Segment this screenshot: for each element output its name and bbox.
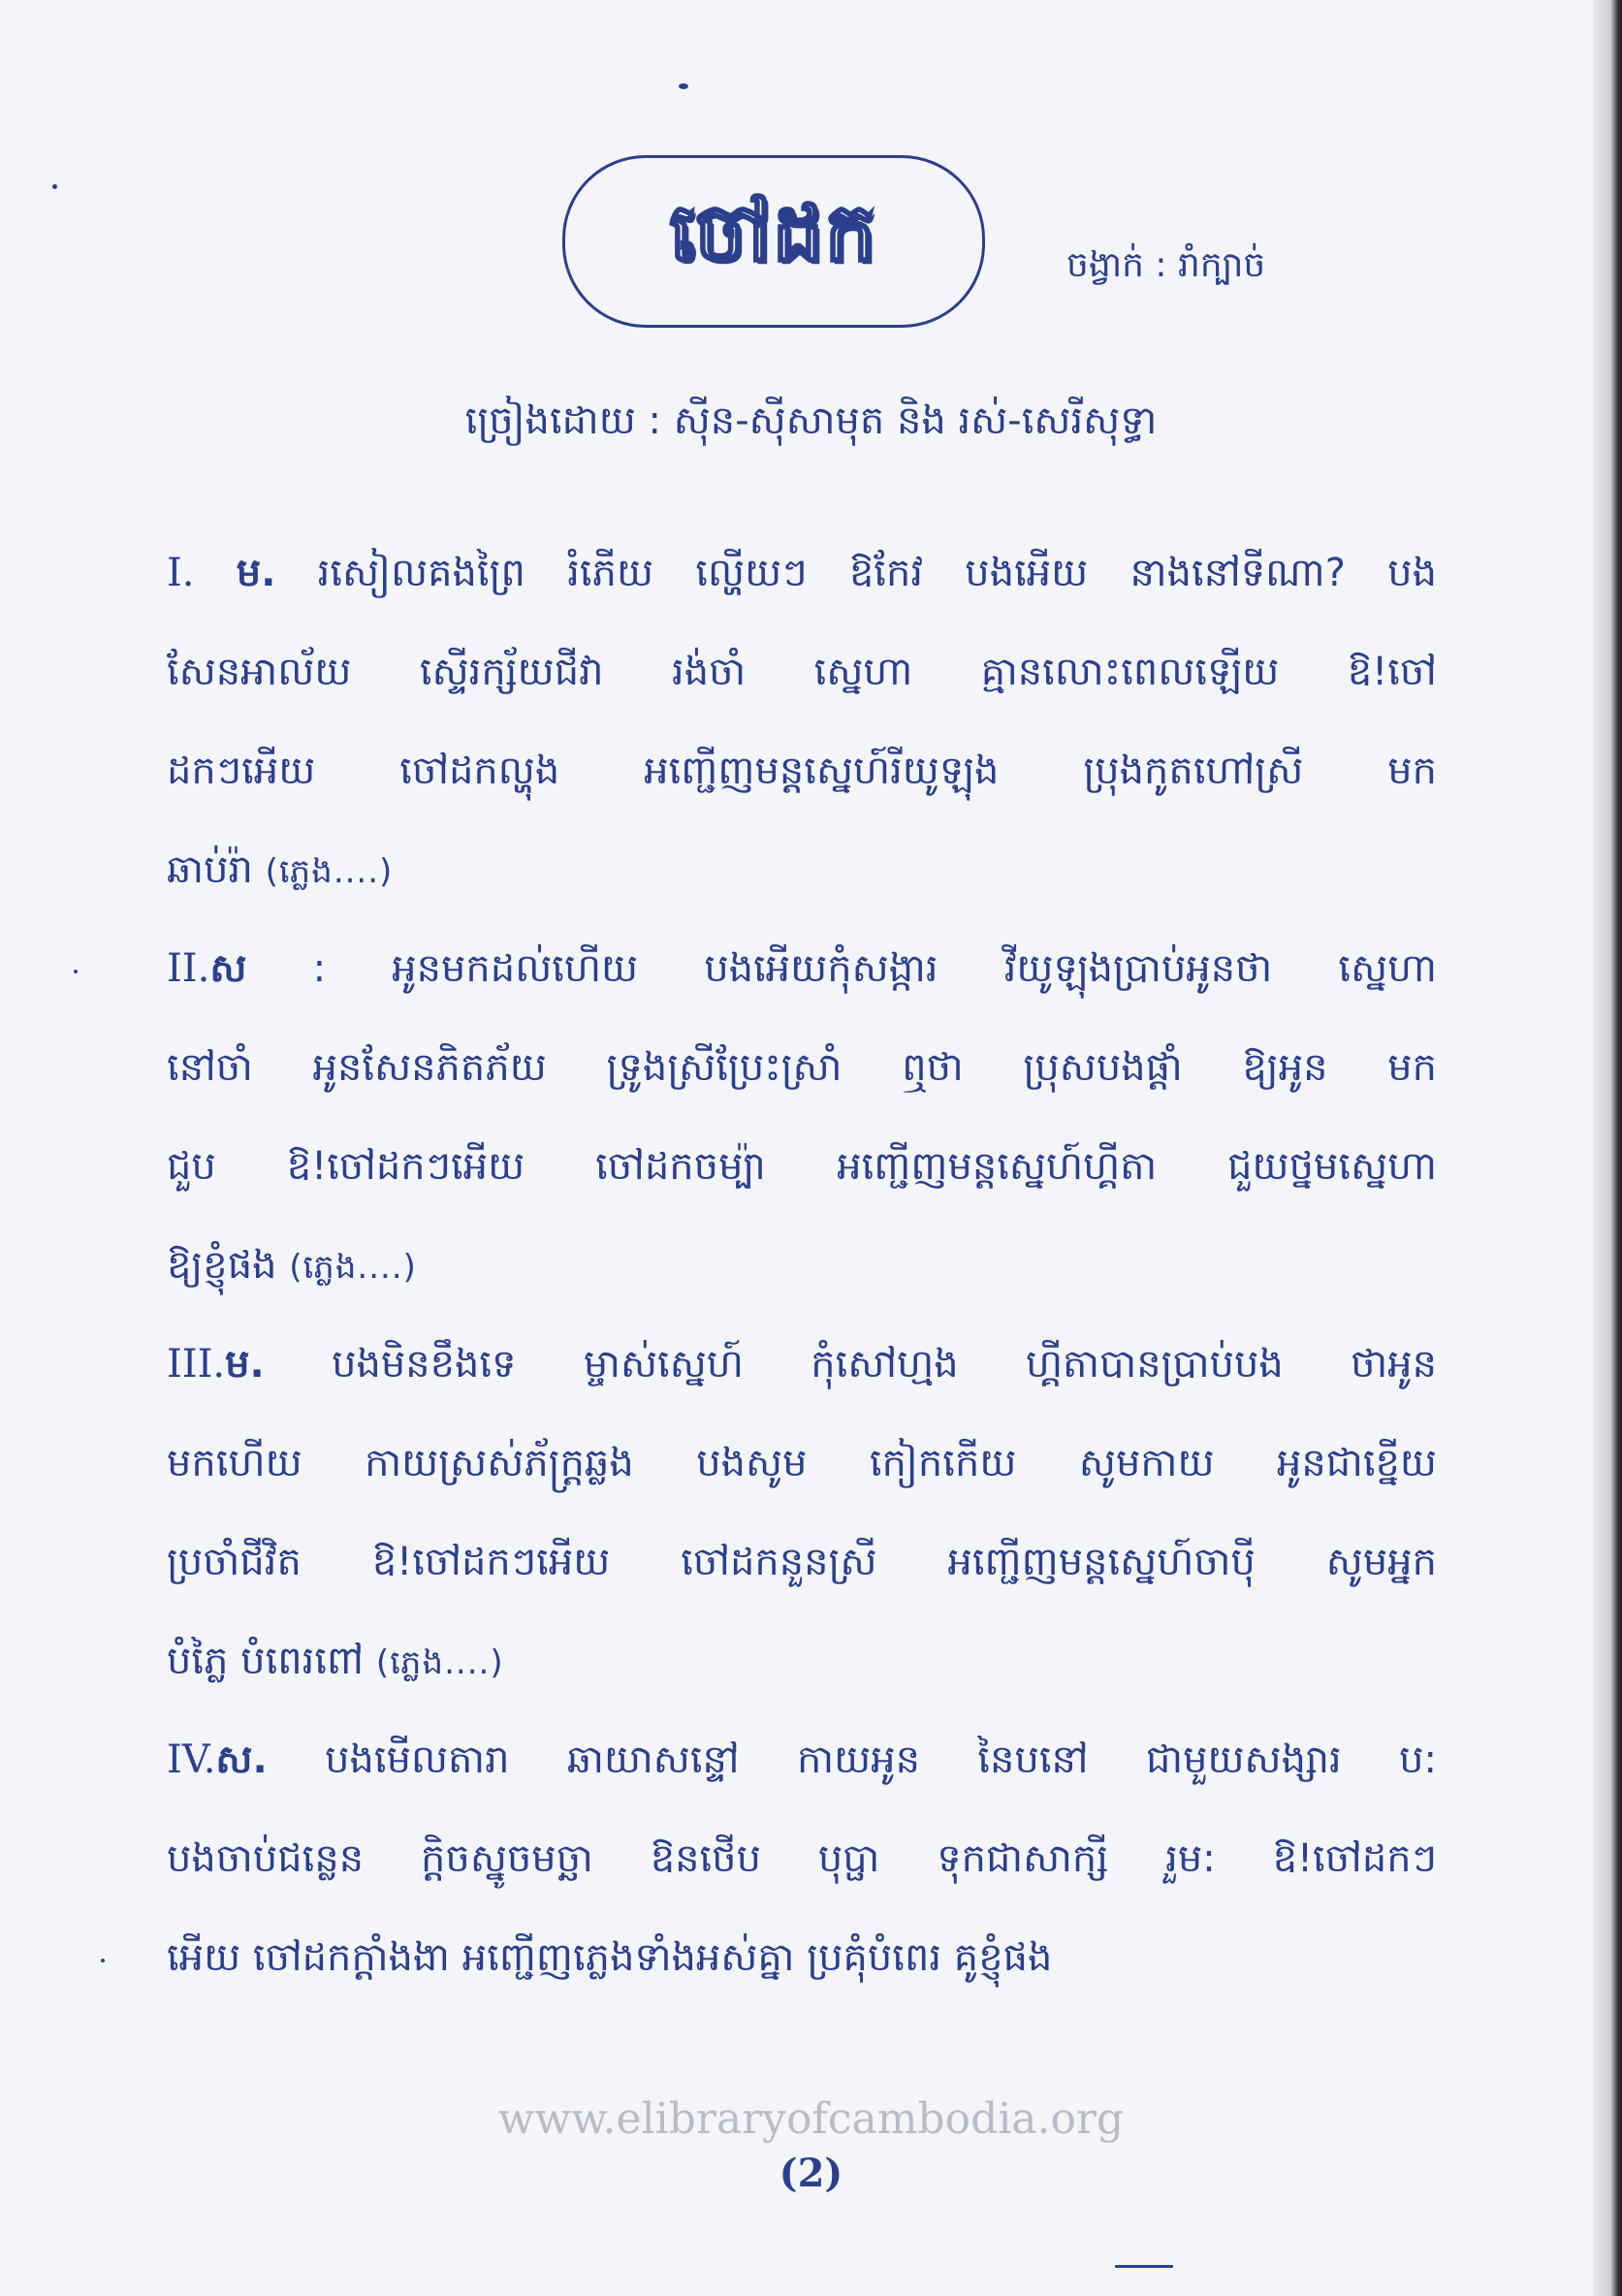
verse-2 xyxy=(167,919,1437,1315)
verse-singer: ស. xyxy=(215,1738,268,1782)
lyric-line: បំភ្លៃ បំពេរពៅ (ភ្លេង....) xyxy=(167,1639,504,1683)
verse-singer: ស xyxy=(209,946,247,991)
page-edge xyxy=(1593,0,1622,2296)
print-speck xyxy=(52,184,57,189)
verse-3 xyxy=(167,1315,1437,1710)
title-frame xyxy=(562,155,985,328)
lyric-line: ប្រចាំជីវិត ឱ!ចៅដកៗអើយ ចៅដកនួនស្រី អញ្ជើញមន្តស្នេហ៍ចាប៉ី សូមអ្នក xyxy=(167,1540,1437,1584)
lyric-line: II.ស : អូនមកដល់ហើយ បងអើយកុំសង្ការ វីយូឡុងប្រាប់អូនថា ស្នេហា xyxy=(167,946,1437,991)
verse-number: IV. xyxy=(167,1738,216,1782)
watermark: www.elibraryofcambodia.org xyxy=(497,2094,1125,2144)
lyric-line: I. ម. រសៀលគងព្រៃ រំភើយ ល្ហើយៗ ឱកែវ បងអើយ នាងនៅទីណា? បង xyxy=(167,551,1437,595)
chorus-marker: (ភ្លេង....) xyxy=(265,852,394,891)
song-title: ចៅដក xyxy=(669,186,878,279)
singers-credit: ច្រៀងដោយ : ស៊ីន-ស៊ីសាមុត និង រស់-សេរីសុទ្ធា xyxy=(464,399,1158,443)
verse-number: I. xyxy=(167,551,195,595)
print-speck xyxy=(74,970,78,973)
print-speck xyxy=(1115,2265,1173,2268)
lyric-line: ឱ្យខ្ញុំផង (ភ្លេង....) xyxy=(167,1243,417,1288)
lyric-line: IV.ស. បងមើលតារា ឆាយាសន្ទៅ កាយអូន នៃបនៅ ជាមួយសង្សារ ប: xyxy=(167,1738,1437,1782)
page-number: (2) xyxy=(779,2151,843,2196)
lyric-line: ជួប ឱ!ចៅដកៗអើយ ចៅដកចម្ប៉ា អញ្ជើញមន្តស្នេហ៍ហ្គីតា ជួយថ្នមស្នេហា xyxy=(167,1144,1437,1189)
lyric-line: មកហើយ កាយស្រស់ភ័ក្ត្រឆ្លង បងសូម កៀកកើយ សូមកាយ អូនជាខ្នើយ xyxy=(167,1441,1437,1485)
lyric-line: ដកៗអើយ ចៅដកល្ហុង អញ្ជើញមន្តស្នេហ៍រីយូឡុង ប្រុងកូតហៅស្រី មក xyxy=(167,749,1437,793)
print-speck xyxy=(101,1959,105,1962)
verse-number: III. xyxy=(167,1342,226,1387)
lyrics-body xyxy=(167,524,1437,2007)
verse-singer: ម. xyxy=(225,1342,265,1387)
rhythm-label: ចង្វាក់ : រាំក្បាច់ xyxy=(1066,245,1266,285)
chorus-marker: (ភ្លេង....) xyxy=(375,1643,504,1682)
verse-number: II. xyxy=(167,946,210,991)
lyric-line: III.ម. បងមិនខឹងទេ ម្ចាស់ស្នេហ៍ កុំសៅហ្មង ហ្គីតាបានប្រាប់បង ថាអូន xyxy=(167,1342,1437,1387)
verse-1 xyxy=(167,524,1437,919)
print-speck xyxy=(679,83,688,89)
lyric-line: បងចាប់ជន្លេន ក្តិចស្នូចមច្ឆា ឱនថើប បុប្ផា ទុកជាសាក្សី រួម: ឱ!ចៅដកៗ xyxy=(167,1836,1437,1881)
verse-4 xyxy=(167,1710,1437,2007)
lyric-line: នៅចាំ អូនសែនភិតភ័យ ទ្រូងស្រីប្រែះស្រាំ ឮថា ប្រុសបងផ្តាំ ឱ្យអូន មក xyxy=(167,1045,1437,1090)
lyric-line: ឆាប់រ៉ា (ភ្លេង....) xyxy=(167,847,394,892)
lyric-line: សែនអាល័យ ស្ទើរក្ស័យជីវា រង់ចាំ ស្នេហា គ្មានលោះពេលឡើយ ឱ!ចៅ xyxy=(167,650,1437,694)
chorus-marker: (ភ្លេង....) xyxy=(289,1248,417,1287)
verse-singer: ម. xyxy=(236,551,276,595)
lyric-line: អើយ ចៅដកក្តាំងងា អញ្ជើញភ្លេងទាំងអស់គ្នា ប្រគុំបំពេរ គូខ្ញុំផង xyxy=(167,1935,1053,1980)
